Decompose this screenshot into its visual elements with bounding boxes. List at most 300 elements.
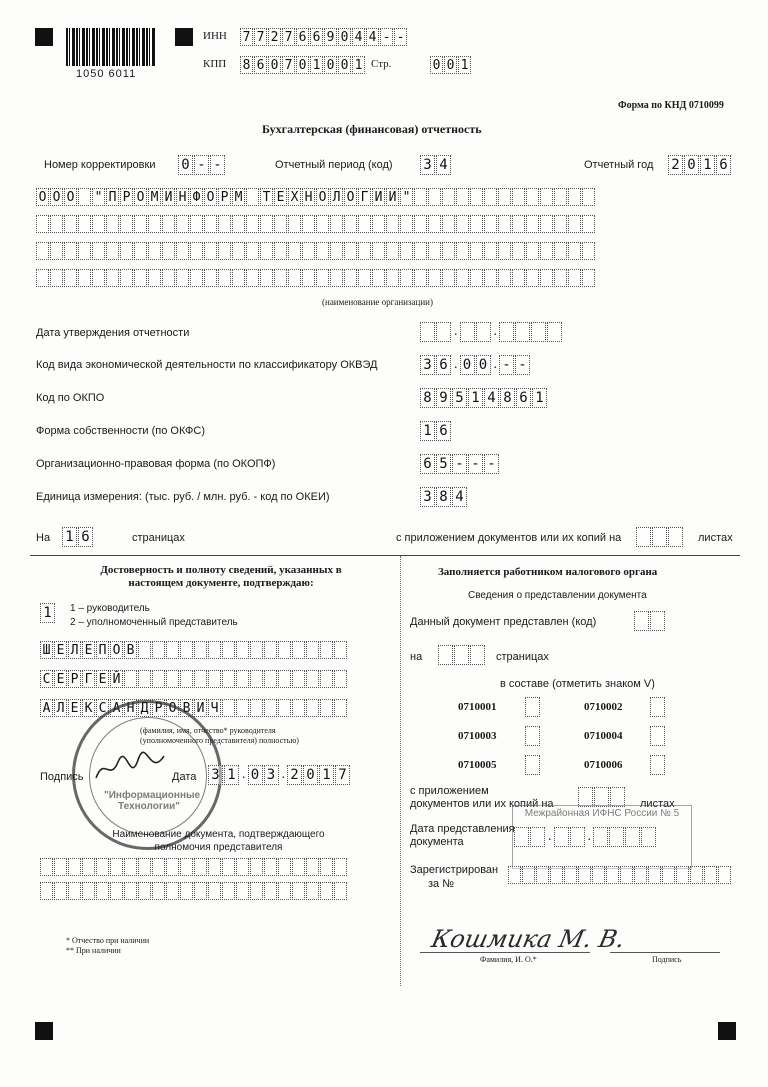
- char-cell: О: [64, 188, 77, 206]
- char-cell: 6: [296, 28, 309, 46]
- char-cell: [568, 242, 581, 260]
- char-cell: [526, 269, 539, 287]
- char-cell: 6: [436, 421, 451, 441]
- code-0710001: 0710001: [458, 701, 497, 713]
- char-cell: [68, 882, 81, 900]
- char-cell: [512, 215, 525, 233]
- char-cell: [36, 215, 49, 233]
- char-cell: [498, 188, 511, 206]
- char-cell: [250, 858, 263, 876]
- char-cell: [456, 215, 469, 233]
- char-cell: [208, 858, 221, 876]
- char-cell: [148, 242, 161, 260]
- char-cell: [208, 670, 221, 688]
- char-cell: [288, 242, 301, 260]
- char-cell: [540, 188, 553, 206]
- char-cell: [78, 188, 91, 206]
- approval-date-cells: [420, 322, 563, 342]
- char-cell: [334, 699, 347, 717]
- char-cell: [78, 215, 91, 233]
- char-cell: [454, 645, 469, 665]
- char-cell: И: [162, 188, 175, 206]
- char-cell: [718, 866, 731, 884]
- char-cell: [498, 269, 511, 287]
- char-cell: 8: [420, 388, 435, 408]
- check-0710002: [650, 697, 666, 717]
- char-cell: [152, 641, 165, 659]
- char-cell: 1: [468, 388, 483, 408]
- char-cell: [166, 641, 179, 659]
- char-cell: 7: [254, 28, 267, 46]
- char-cell: 2: [268, 28, 281, 46]
- right-pages-word: страницах: [496, 651, 549, 663]
- char-cell: [250, 641, 263, 659]
- char-cell: [386, 269, 399, 287]
- char-cell: [176, 242, 189, 260]
- char-cell: [82, 858, 95, 876]
- char-cell: [568, 188, 581, 206]
- char-cell: 0: [430, 56, 443, 74]
- char-cell: Л: [330, 188, 343, 206]
- char-cell: [320, 670, 333, 688]
- char-cell: [232, 242, 245, 260]
- separator-dot: .: [242, 767, 246, 782]
- period-cells: [420, 155, 452, 175]
- char-cell: [176, 269, 189, 287]
- char-cell: [582, 269, 595, 287]
- char-cell: В: [180, 699, 193, 717]
- char-cell: И: [372, 188, 385, 206]
- char-cell: [236, 670, 249, 688]
- role-cell: [40, 603, 56, 623]
- char-cell: [650, 611, 665, 631]
- char-cell: [250, 882, 263, 900]
- inspector-signature-line: [610, 952, 720, 953]
- char-cell: [320, 858, 333, 876]
- char-cell: [536, 866, 549, 884]
- period-label: Отчетный период (код): [275, 159, 393, 171]
- char-cell: [344, 215, 357, 233]
- char-cell: [428, 188, 441, 206]
- char-cell: [222, 670, 235, 688]
- char-cell: Е: [68, 699, 81, 717]
- separator-dot: .: [281, 767, 285, 782]
- barcode-number: 1050 6011: [76, 68, 137, 80]
- char-cell: [194, 858, 207, 876]
- char-cell: [36, 269, 49, 287]
- char-cell: 6: [254, 56, 267, 74]
- char-cell: [704, 866, 717, 884]
- confirmation-heading: Достоверность и полноту сведений, указанных в настоящем документе, подтверждаю:: [100, 564, 342, 589]
- form-code: Форма по КНД 0710099: [618, 100, 724, 111]
- separator-dot: .: [493, 357, 497, 372]
- char-cell: Г: [358, 188, 371, 206]
- char-cell: 7: [240, 28, 253, 46]
- char-cell: [246, 188, 259, 206]
- char-cell: Н: [124, 699, 137, 717]
- char-cell: [54, 882, 67, 900]
- char-cell: [668, 527, 683, 547]
- char-cell: [190, 215, 203, 233]
- char-cell: [288, 215, 301, 233]
- char-cell: 8: [240, 56, 253, 74]
- char-cell: Ч: [208, 699, 221, 717]
- separator-dot: .: [587, 829, 591, 844]
- okei-cells: [420, 487, 468, 507]
- char-cell: [460, 322, 475, 342]
- char-cell: [236, 882, 249, 900]
- char-cell: 0: [444, 56, 457, 74]
- submitted-label: Данный документ представлен (код): [410, 616, 597, 628]
- char-cell: Е: [54, 670, 67, 688]
- char-cell: 1: [700, 155, 715, 175]
- char-cell: Е: [54, 641, 67, 659]
- char-cell: [194, 641, 207, 659]
- char-cell: [190, 242, 203, 260]
- char-cell: О: [134, 188, 147, 206]
- surname-cells: [40, 641, 348, 659]
- pages-cells: [62, 527, 94, 547]
- char-cell: [232, 269, 245, 287]
- company-stamp-text: "Информационные Технологии": [104, 790, 201, 812]
- char-cell: [274, 215, 287, 233]
- char-cell: Е: [82, 641, 95, 659]
- char-cell: 0: [303, 765, 318, 785]
- char-cell: 4: [436, 155, 451, 175]
- char-cell: [162, 269, 175, 287]
- char-cell: [222, 882, 235, 900]
- okpo-cells: [420, 388, 548, 408]
- char-cell: 7: [335, 765, 350, 785]
- char-cell: [634, 611, 649, 631]
- char-cell: М: [148, 188, 161, 206]
- char-cell: [218, 215, 231, 233]
- char-cell: [106, 242, 119, 260]
- authority-doc-row-2: [40, 882, 348, 900]
- right-on-label: на: [410, 651, 423, 663]
- okpo-label: Код по ОКПО: [36, 392, 105, 404]
- checkbox-cell: [525, 726, 540, 746]
- char-cell: Р: [120, 188, 133, 206]
- char-cell: [92, 242, 105, 260]
- submit-date-label-1: Дата представления: [410, 823, 515, 835]
- char-cell: Ф: [190, 188, 203, 206]
- organization-caption: (наименование организации): [322, 297, 433, 307]
- correction-cells: [178, 155, 226, 175]
- char-cell: 0: [296, 56, 309, 74]
- char-cell: [246, 269, 259, 287]
- organization-name-row-2: [36, 215, 596, 233]
- authority-doc-caption: Наименование документа, подтверждающего полномочия представителя: [112, 829, 325, 853]
- char-cell: [180, 670, 193, 688]
- char-cell: [208, 641, 221, 659]
- char-cell: -: [194, 155, 209, 175]
- char-cell: [120, 215, 133, 233]
- code-0710004: 0710004: [584, 730, 623, 742]
- char-cell: [610, 787, 625, 807]
- char-cell: [470, 242, 483, 260]
- char-cell: Р: [68, 670, 81, 688]
- char-cell: Й: [110, 670, 123, 688]
- char-cell: [246, 242, 259, 260]
- char-cell: [484, 215, 497, 233]
- char-cell: [498, 215, 511, 233]
- char-cell: [550, 866, 563, 884]
- char-cell: [134, 215, 147, 233]
- char-cell: -: [515, 355, 530, 375]
- char-cell: [547, 322, 562, 342]
- char-cell: -: [210, 155, 225, 175]
- char-cell: [278, 882, 291, 900]
- char-cell: 6: [78, 527, 93, 547]
- char-cell: 0: [178, 155, 193, 175]
- char-cell: [442, 215, 455, 233]
- char-cell: [330, 269, 343, 287]
- char-cell: [190, 269, 203, 287]
- char-cell: М: [232, 188, 245, 206]
- code-0710005: 0710005: [458, 759, 497, 771]
- char-cell: [166, 882, 179, 900]
- char-cell: [540, 215, 553, 233]
- char-cell: [358, 269, 371, 287]
- char-cell: [554, 269, 567, 287]
- column-divider: [400, 556, 401, 986]
- char-cell: [414, 269, 427, 287]
- char-cell: [274, 269, 287, 287]
- char-cell: [636, 527, 651, 547]
- char-cell: [330, 242, 343, 260]
- char-cell: [386, 242, 399, 260]
- okei-label: Единица измерения: (тыс. руб. / млн. руб. - код по ОКЕИ): [36, 491, 330, 503]
- char-cell: 2: [287, 765, 302, 785]
- char-cell: [554, 188, 567, 206]
- char-cell: 8: [500, 388, 515, 408]
- pages-on-label: На: [36, 532, 51, 544]
- tax-office-stamp: [512, 805, 692, 869]
- char-cell: 3: [264, 765, 279, 785]
- char-cell: [152, 882, 165, 900]
- char-cell: [218, 269, 231, 287]
- okved-cells: [420, 355, 531, 375]
- char-cell: [330, 215, 343, 233]
- char-cell: 0: [324, 56, 337, 74]
- composition-label: в составе (отметить знаком V): [500, 678, 655, 690]
- char-cell: -: [452, 454, 467, 474]
- char-cell: [180, 858, 193, 876]
- year-cells: [668, 155, 732, 175]
- char-cell: [470, 215, 483, 233]
- corner-marker-bottom-left: [35, 1022, 53, 1040]
- char-cell: О: [50, 188, 63, 206]
- char-cell: [208, 882, 221, 900]
- char-cell: [428, 215, 441, 233]
- char-cell: [148, 215, 161, 233]
- char-cell: 6: [310, 28, 323, 46]
- char-cell: [292, 670, 305, 688]
- document-title: Бухгалтерская (финансовая) отчетность: [262, 122, 482, 136]
- page-cells: [430, 56, 472, 74]
- char-cell: [414, 188, 427, 206]
- checkbox-cell: [650, 726, 665, 746]
- submit-date-label-2: документа: [410, 836, 464, 848]
- char-cell: [180, 882, 193, 900]
- char-cell: [204, 215, 217, 233]
- char-cell: Н: [176, 188, 189, 206]
- char-cell: Ш: [40, 641, 53, 659]
- char-cell: [162, 242, 175, 260]
- char-cell: [264, 670, 277, 688]
- checkbox-cell: [525, 755, 540, 775]
- right-attach-cells: [578, 787, 626, 807]
- char-cell: 1: [62, 527, 77, 547]
- char-cell: [554, 215, 567, 233]
- char-cell: [106, 269, 119, 287]
- char-cell: 6: [436, 355, 451, 375]
- char-cell: [470, 269, 483, 287]
- char-cell: [92, 215, 105, 233]
- char-cell: [292, 858, 305, 876]
- submitted-code-cells: [634, 611, 666, 631]
- char-cell: [204, 242, 217, 260]
- char-cell: [222, 699, 235, 717]
- char-cell: 9: [436, 388, 451, 408]
- char-cell: [515, 322, 530, 342]
- char-cell: [436, 322, 451, 342]
- char-cell: [358, 242, 371, 260]
- char-cell: [414, 215, 427, 233]
- char-cell: 3: [420, 155, 435, 175]
- char-cell: [320, 699, 333, 717]
- char-cell: 6: [716, 155, 731, 175]
- char-cell: [278, 699, 291, 717]
- char-cell: [508, 866, 521, 884]
- char-cell: [526, 188, 539, 206]
- char-cell: [176, 215, 189, 233]
- char-cell: [138, 882, 151, 900]
- char-cell: О: [204, 188, 217, 206]
- char-cell: ": [400, 188, 413, 206]
- char-cell: П: [106, 188, 119, 206]
- char-cell: [582, 215, 595, 233]
- char-cell: Е: [96, 670, 109, 688]
- char-cell: Р: [152, 699, 165, 717]
- registered-label-2: за №: [428, 878, 455, 890]
- char-cell: [236, 641, 249, 659]
- char-cell: [222, 858, 235, 876]
- char-cell: 0: [338, 56, 351, 74]
- char-cell: [334, 670, 347, 688]
- char-cell: 5: [452, 388, 467, 408]
- corner-marker-top-left: [35, 28, 53, 46]
- separator-dot: .: [493, 324, 497, 339]
- code-0710002: 0710002: [584, 701, 623, 713]
- char-cell: [124, 670, 137, 688]
- inspector-fio-caption: Фамилия, И. О.*: [480, 955, 537, 964]
- char-cell: [194, 882, 207, 900]
- char-cell: 7: [282, 56, 295, 74]
- char-cell: [358, 215, 371, 233]
- char-cell: [526, 215, 539, 233]
- char-cell: [134, 242, 147, 260]
- tax-office-subheading: Сведения о представлении документа: [468, 590, 647, 601]
- attach-label-1: с приложением: [410, 785, 489, 797]
- char-cell: О: [110, 641, 123, 659]
- inn-label: ИНН: [203, 30, 227, 42]
- char-cell: [306, 882, 319, 900]
- char-cell: [442, 242, 455, 260]
- char-cell: 0: [338, 28, 351, 46]
- check-0710003: [525, 726, 541, 746]
- char-cell: [180, 641, 193, 659]
- char-cell: [264, 858, 277, 876]
- char-cell: [512, 242, 525, 260]
- char-cell: К: [82, 699, 95, 717]
- char-cell: [306, 670, 319, 688]
- attachments-cells: [636, 527, 684, 547]
- kpp-label: КПП: [203, 58, 227, 70]
- char-cell: 0: [248, 765, 263, 785]
- char-cell: О: [316, 188, 329, 206]
- char-cell: -: [468, 454, 483, 474]
- okved-label: Код вида экономической деятельности по классификатору ОКВЭД: [36, 359, 378, 371]
- checkbox-cell: [650, 755, 665, 775]
- char-cell: И: [194, 699, 207, 717]
- patronymic-cells: [40, 699, 348, 717]
- organization-name-row-3: [36, 242, 596, 260]
- char-cell: [470, 188, 483, 206]
- char-cell: [484, 242, 497, 260]
- char-cell: Х: [288, 188, 301, 206]
- char-cell: [50, 269, 63, 287]
- pages-word: страницах: [132, 532, 185, 544]
- separator-dot: .: [454, 324, 458, 339]
- char-cell: 2: [668, 155, 683, 175]
- char-cell: ": [92, 188, 105, 206]
- char-cell: [662, 866, 675, 884]
- year-label: Отчетный год: [584, 159, 654, 171]
- char-cell: [594, 787, 609, 807]
- char-cell: [512, 188, 525, 206]
- char-cell: [64, 242, 77, 260]
- char-cell: Л: [68, 641, 81, 659]
- char-cell: [92, 269, 105, 287]
- char-cell: Т: [260, 188, 273, 206]
- char-cell: [531, 322, 546, 342]
- check-0710006: [650, 755, 666, 775]
- organization-name-row-1: [36, 188, 596, 206]
- char-cell: [260, 215, 273, 233]
- okfs-cells: [420, 421, 452, 441]
- char-cell: [120, 269, 133, 287]
- char-cell: [428, 242, 441, 260]
- char-cell: [470, 645, 485, 665]
- role-option-2: 2 – уполномоченный представитель: [70, 617, 238, 628]
- corner-marker-bottom-right: [718, 1022, 736, 1040]
- date-label: Дата: [172, 771, 197, 783]
- tax-office-heading: Заполняется работником налогового органа: [438, 566, 658, 578]
- char-cell: [162, 215, 175, 233]
- okopf-label: Организационно-правовая форма (по ОКОПФ): [36, 458, 276, 470]
- char-cell: [334, 882, 347, 900]
- char-cell: [194, 670, 207, 688]
- char-cell: 1: [319, 765, 334, 785]
- attachments-label: с приложением документов или их копий на: [396, 532, 622, 544]
- char-cell: В: [124, 641, 137, 659]
- organization-name-row-4: [36, 269, 596, 287]
- char-cell: [456, 269, 469, 287]
- signature-label: Подпись: [40, 771, 84, 783]
- char-cell: Л: [54, 699, 67, 717]
